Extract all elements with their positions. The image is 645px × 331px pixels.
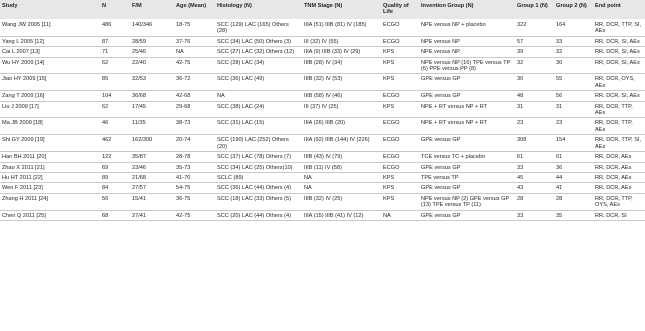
cell-end-point: RR, DCR, SI, AEs [595, 93, 640, 100]
cell-histology: NA [217, 93, 225, 100]
cell-group-1: 43 [517, 185, 524, 192]
cell-study: Jiao HY 2009 [15] [2, 76, 47, 83]
cell-invention-group: GPE versus GP [421, 185, 461, 192]
cell-study: Liu J 2009 [17] [2, 103, 39, 110]
header-group-1: Group 1 (N) [517, 3, 548, 9]
cell-study: Zang T 2009 [16] [2, 93, 45, 100]
cell-age: 35-73 [176, 164, 191, 171]
cell-n: 62 [102, 103, 109, 110]
cell-study: Zhang H 2011 [24] [2, 195, 48, 202]
cell-fm: 21/68 [132, 174, 146, 181]
table-row [0, 162, 645, 172]
cell-group-1: 39 [517, 49, 524, 56]
cell-histology: SCC (34) LAC (50) Others (3) [217, 38, 291, 45]
cell-invention-group: NPE versus NP (16) TPE versus TP (6) PPE versus PP (8) [421, 59, 511, 73]
cell-study: Wen F 2011 [23] [2, 185, 43, 192]
cell-histology: SCC (34) LAC (25) Others(10) [217, 164, 293, 171]
header-age: Age (Mean) [176, 3, 207, 9]
cell-group-1: 48 [517, 93, 524, 100]
cell-quality-of-life: KPS [383, 103, 395, 110]
header-tnm-stage: TNM Stage (N) [304, 3, 343, 9]
cell-study: Hu HT 2011 [22] [2, 174, 43, 181]
cell-group-2: 164 [556, 22, 566, 28]
cell-age: 42-75 [176, 59, 191, 66]
cell-histology: SCLC (89) [217, 174, 244, 181]
cell-quality-of-life: ECGO [383, 38, 400, 45]
cell-invention-group: NPE versus NP [421, 49, 460, 56]
cell-n: 104 [102, 93, 112, 100]
cell-histology: SCC (190) LAC (252) Others (20) [217, 137, 289, 150]
cell-age: NA [176, 49, 184, 56]
cell-group-1: 28 [517, 195, 524, 202]
cell-end-point: RR, DCR, SI, AEs [595, 59, 640, 66]
cell-group-2: 30 [556, 59, 563, 66]
cell-end-point: RR, DCR, SI, AEs [595, 49, 640, 56]
table-row [0, 47, 645, 57]
cell-fm: 28/59 [132, 38, 146, 45]
cell-invention-group: GPE versus GP [421, 212, 461, 219]
cell-quality-of-life: ECGO [383, 93, 400, 100]
cell-quality-of-life: ECGO [383, 120, 400, 127]
cell-tnm-stage: IIIA (15) IIIB (41) IV (12) [304, 212, 364, 219]
cell-group-1: 33 [517, 212, 524, 219]
cell-histology: SCC (38) LAC (24) [217, 103, 265, 110]
cell-tnm-stage: IIIB (43) IV (79) [304, 154, 343, 161]
cell-tnm-stage: IIIB (32) IV (25) [304, 195, 343, 202]
cell-group-1: 61 [517, 154, 524, 161]
cell-study: Han BH 2011 [20] [2, 154, 47, 161]
cell-group-2: 33 [556, 38, 563, 45]
cell-group-1: 308 [517, 137, 527, 144]
header-group-2: Group 2 (N) [556, 3, 587, 9]
cell-end-point: RR, DCR, AEs [595, 154, 632, 161]
cell-fm: 23/46 [132, 164, 146, 171]
header-quality-of-life: Quality of Life [383, 3, 409, 16]
cell-invention-group: NPE + RT versus NP + RT [421, 120, 488, 127]
cell-fm: 32/53 [132, 76, 146, 83]
cell-fm: 11/35 [132, 120, 146, 127]
cell-age: 38-73 [176, 120, 191, 127]
table-row [0, 74, 645, 91]
table-row [0, 193, 645, 210]
table-row [0, 118, 645, 135]
header-end-point: End point [595, 3, 621, 9]
table-row [0, 91, 645, 101]
cell-group-2: 28 [556, 195, 563, 202]
cell-group-1: 32 [517, 59, 524, 66]
cell-age: 20-74 [176, 137, 191, 144]
cell-age: 36-72 [176, 76, 191, 83]
table-row [0, 135, 645, 152]
cell-quality-of-life: KPS [383, 59, 395, 66]
header-fm: F/M [132, 3, 142, 9]
table-row [0, 210, 645, 220]
cell-tnm-stage: IIIB (28) IV (34) [304, 59, 343, 66]
cell-group-2: 31 [556, 103, 563, 110]
cell-quality-of-life: ECGO [383, 137, 400, 144]
cell-n: 56 [102, 195, 109, 202]
cell-tnm-stage: IIIB (11) IV (58) [304, 164, 342, 171]
cell-fm: 36/68 [132, 93, 146, 100]
cell-n: 462 [102, 137, 112, 144]
cell-n: 89 [102, 174, 109, 181]
cell-group-2: 61 [556, 154, 563, 161]
cell-fm: 35/87 [132, 154, 146, 161]
cell-invention-group: TPE versus TP [421, 174, 459, 181]
cell-n: 85 [102, 76, 109, 83]
cell-group-1: 45 [517, 174, 524, 181]
cell-group-1: 322 [517, 22, 527, 28]
header-invention-group: Invention Group (N) [421, 3, 474, 9]
cell-tnm-stage: IIIA (92) IIIB (144) IV (226) [304, 137, 370, 144]
cell-group-2: 35 [556, 212, 563, 219]
cell-age: 18-75 [176, 22, 191, 28]
cell-age: 54-75 [176, 185, 191, 192]
cell-histology: SCC (28) LAC (34) [217, 59, 265, 66]
cell-tnm-stage: III (37) IV (25) [304, 103, 339, 110]
table-row [0, 57, 645, 74]
cell-age: 42-68 [176, 93, 191, 100]
cell-study: Cai L 2007 [13] [2, 49, 40, 56]
cell-quality-of-life: KPS [383, 185, 395, 192]
cell-study: Shi GY 2009 [19] [2, 137, 45, 144]
cell-fm: 162/300 [132, 137, 153, 144]
cell-invention-group: NPE versus NP + placebo [421, 22, 486, 28]
cell-end-point: RR, DCR, TTP, AEs [595, 103, 633, 117]
cell-study: Wu HY 2009 [14] [2, 59, 45, 66]
cell-histology: SCC (36) LAC (49) [217, 76, 265, 83]
table-row [0, 172, 645, 182]
cell-end-point: RR, DCR, TTP, OYS, AEs [595, 195, 633, 209]
cell-invention-group: GPE versus GP [421, 76, 461, 83]
cell-quality-of-life: KPS [383, 195, 395, 202]
cell-end-point: RR, DCR, SI, AEs [595, 38, 640, 45]
cell-n: 84 [102, 185, 109, 192]
header-study: Study [2, 3, 18, 9]
cell-invention-group: NPE versus NP (2) GPE versus GP (13) TPE versus TP (11) [421, 195, 510, 209]
cell-study: Zhao X 2011 [21] [2, 164, 45, 171]
cell-quality-of-life: ECGO [383, 164, 400, 171]
cell-invention-group: TCE versus TC + placebo [421, 154, 486, 161]
cell-tnm-stage: IIIB (58) IV (46) [304, 93, 343, 100]
table-row [0, 19, 645, 36]
cell-tnm-stage: IIIB (32) IV (53) [304, 76, 343, 83]
cell-tnm-stage: NA [304, 174, 312, 181]
cell-group-1: 23 [517, 120, 524, 127]
cell-tnm-stage: IIIA (9) IIIB (33) IV (29) [304, 49, 361, 56]
cell-tnm-stage: IIIA (51) IIIB (81) IV (185) [304, 22, 367, 28]
cell-histology: SCC (27) LAC (32) Others (12) [217, 49, 295, 56]
cell-quality-of-life: KPS [383, 174, 395, 181]
header-histology: Histology (N) [217, 3, 252, 9]
cell-quality-of-life: KPS [383, 49, 395, 56]
table-header [0, 0, 645, 19]
cell-fm: 17/45 [132, 103, 146, 110]
header-row [0, 0, 645, 19]
cell-quality-of-life: ECGO [383, 154, 400, 161]
cell-group-2: 36 [556, 164, 563, 171]
cell-quality-of-life: ECGO [383, 22, 400, 28]
cell-tnm-stage: NA [304, 185, 312, 192]
table-row [0, 152, 645, 162]
cell-n: 69 [102, 164, 109, 171]
cell-end-point: RR, DCR, AEs [595, 185, 632, 192]
cell-n: 87 [102, 38, 109, 45]
cell-end-point: RR, DCR, SI [595, 212, 627, 219]
cell-group-2: 56 [556, 93, 563, 100]
cell-n: 62 [102, 59, 109, 66]
cell-invention-group: GPE versus GP [421, 137, 461, 144]
cell-n: 68 [102, 212, 109, 219]
cell-group-2: 154 [556, 137, 566, 144]
cell-study: Chen Q 2011 [25] [2, 212, 46, 219]
cell-fm: 27/57 [132, 185, 146, 192]
cell-fm: 27/41 [132, 212, 146, 219]
cell-age: 36-75 [176, 195, 191, 202]
cell-age: 37-76 [176, 38, 191, 45]
cell-age: 42-75 [176, 212, 191, 219]
cell-group-2: 55 [556, 76, 563, 83]
cell-end-point: RR, DCR, TTP, SI, AEs [595, 22, 642, 35]
cell-histology: SCC (20) LAC (44) Others (4) [217, 212, 291, 219]
cell-age: 29-68 [176, 103, 191, 110]
cell-end-point: RR, DCR, AEs [595, 174, 632, 181]
cell-fm: 25/46 [132, 49, 146, 56]
cell-invention-group: NPE + RT versus NP + RT [421, 103, 488, 110]
table-body [0, 19, 645, 220]
table-row [0, 101, 645, 118]
cell-group-2: 23 [556, 120, 563, 127]
cell-group-1: 33 [517, 164, 524, 171]
header-n: N [102, 3, 107, 9]
cell-n: 71 [102, 49, 109, 56]
cell-quality-of-life: KPS [383, 76, 395, 83]
cell-study: Wang JW 2005 [11] [2, 22, 51, 28]
cell-group-2: 32 [556, 49, 563, 56]
cell-n: 46 [102, 120, 109, 127]
cell-invention-group: NPE versus NP [421, 38, 460, 45]
cell-invention-group: GPE versus GP [421, 164, 461, 171]
cell-age: 41-70 [176, 174, 191, 181]
cell-histology: SCC (31) LAC (15) [217, 120, 265, 127]
cell-histology: SCC (37) LAC (78) Others (7) [217, 154, 291, 161]
cell-end-point: RR, DCR, TTP, AEs [595, 120, 633, 133]
table-row [0, 183, 645, 193]
cell-end-point: RR, DCR, OYS, AEs [595, 76, 635, 89]
cell-group-1: 57 [517, 38, 524, 45]
cell-fm: 15/41 [132, 195, 146, 202]
cell-end-point: RR, DCR, TTP, SI, AEs [595, 137, 642, 150]
cell-tnm-stage: III (32) IV (55) [304, 38, 339, 45]
cell-group-1: 30 [517, 76, 524, 83]
cell-group-1: 31 [517, 103, 524, 110]
cell-fm: 140/346 [132, 22, 153, 28]
cell-end-point: RR, DCR, AEs [595, 164, 632, 171]
cell-histology: SCC (36) LAC (44) Others (4) [217, 185, 291, 192]
cell-n: 122 [102, 154, 112, 161]
cell-group-2: 41 [556, 185, 563, 192]
cell-histology: SCC (18) LAC (33) Others (5) [217, 195, 291, 202]
cell-invention-group: GPE versus GP [421, 93, 461, 100]
cell-study: Ma JB 2009 [18] [2, 120, 43, 127]
cell-histology: SCC (129) LAC (165) Others (28) [217, 22, 289, 35]
cell-group-2: 44 [556, 174, 563, 181]
cell-tnm-stage: IIIA (26) IIIB (20) [304, 120, 346, 127]
cell-quality-of-life: NA [383, 212, 391, 219]
cell-age: 28-78 [176, 154, 191, 161]
cell-study: Yang L 2005 [12] [2, 38, 44, 45]
cell-n: 486 [102, 22, 112, 28]
table-row [0, 36, 645, 46]
cell-fm: 22/40 [132, 59, 146, 66]
